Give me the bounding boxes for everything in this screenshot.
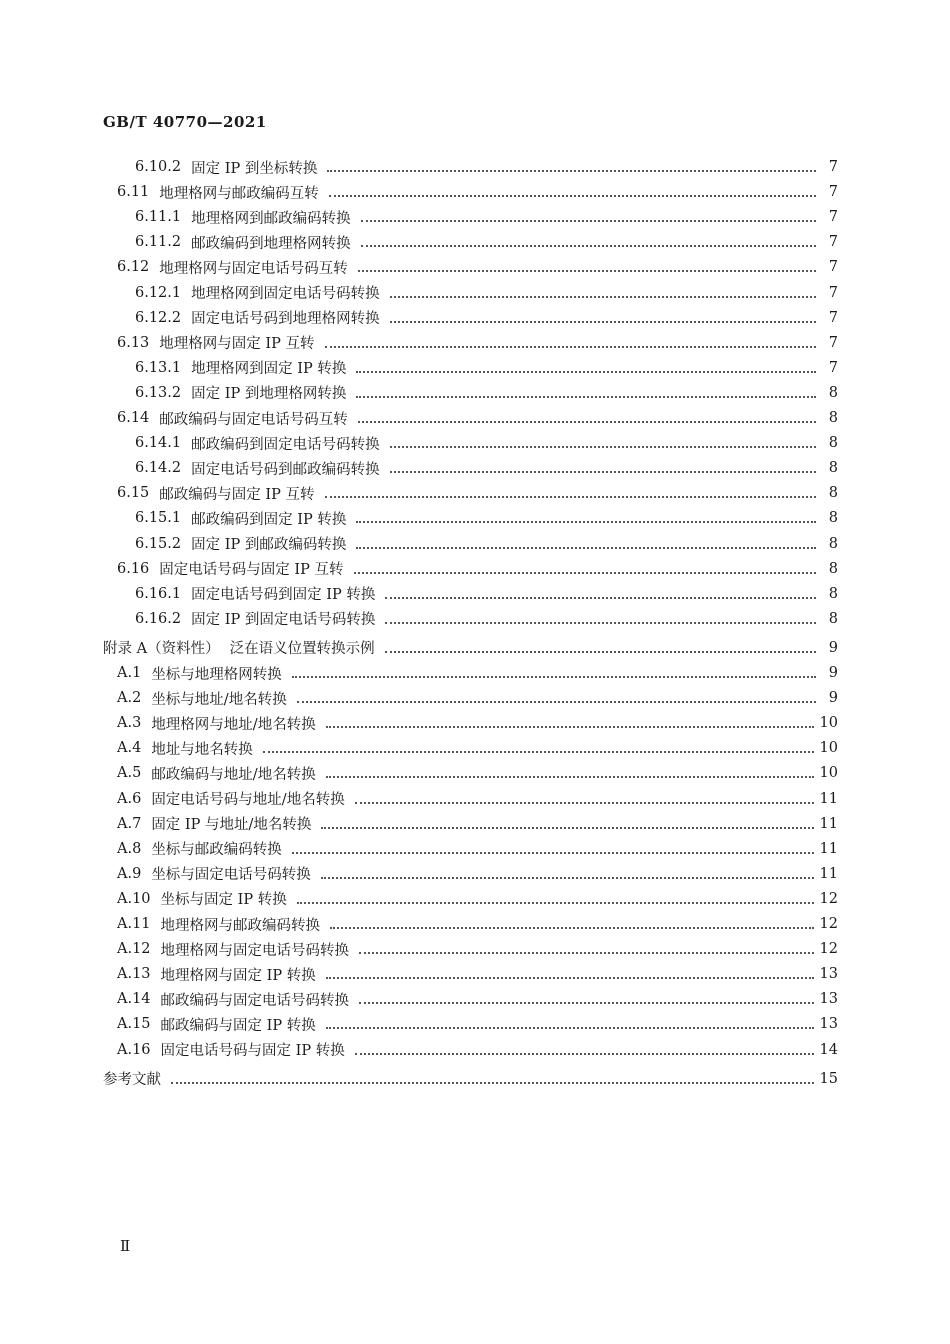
toc-leader-dots — [355, 788, 814, 804]
toc-entry-page: 10 — [819, 715, 838, 732]
toc-entry-title: 邮政编码与固定电话号码转换 — [160, 992, 350, 1009]
toc-entry-title: 地理格网到邮政编码转换 — [191, 210, 351, 227]
toc-leader-dots — [171, 1068, 814, 1084]
toc-entry-number: 6.14 — [117, 410, 150, 426]
toc-entry-number: 6.15 — [117, 485, 150, 502]
toc-entry-page: 13 — [819, 991, 838, 1008]
toc-leader-dots — [297, 888, 814, 904]
toc-entry[interactable] — [135, 506, 838, 530]
toc-entry-page: 8 — [828, 585, 838, 602]
toc-entry-page: 10 — [819, 765, 838, 782]
toc-leader-dots — [385, 583, 816, 599]
toc-leader-dots — [390, 282, 816, 298]
toc-leader-dots — [297, 687, 816, 703]
toc-entry-number: 6.11.2 — [135, 234, 182, 251]
toc-entry-number: A.10 — [117, 890, 151, 907]
toc-entry[interactable] — [117, 736, 838, 760]
toc-leader-dots — [356, 507, 816, 523]
toc-entry[interactable] — [117, 937, 838, 961]
toc-leader-dots — [354, 558, 817, 574]
toc-leader-dots — [355, 1039, 814, 1055]
toc-entry-number: A.4 — [117, 740, 142, 757]
toc-entry[interactable] — [117, 761, 838, 785]
toc-leader-dots — [292, 662, 816, 678]
toc-entry[interactable] — [117, 711, 838, 735]
toc-leader-dots — [326, 762, 814, 778]
toc-entry-title: 固定电话号码到地理格网转换 — [191, 311, 380, 328]
toc-leader-dots — [361, 206, 816, 222]
toc-leader-dots — [326, 712, 814, 728]
toc-entry-number: A.6 — [117, 790, 142, 807]
toc-entry-title: 坐标与固定 IP 转换 — [160, 892, 287, 909]
toc-entry-page: 11 — [819, 815, 838, 832]
toc-leader-dots — [325, 332, 817, 348]
toc-entry-number: 6.10.2 — [135, 159, 182, 175]
toc-entry-number: 6.16.2 — [135, 610, 182, 627]
toc-entry[interactable] — [135, 381, 838, 405]
toc-entry[interactable] — [117, 331, 838, 355]
toc-entry-title: 泛在语义位置转换示例 — [229, 641, 375, 658]
toc-leader-dots — [321, 813, 813, 829]
toc-entry-title: 地理格网与固定电话号码转换 — [160, 942, 350, 959]
toc-entry-page: 13 — [819, 966, 838, 983]
toc-entry-page: 8 — [828, 384, 838, 401]
toc-entry-title: 邮政编码与地址/地名转换 — [151, 766, 316, 783]
toc-leader-dots — [325, 482, 817, 498]
toc-entry[interactable] — [117, 862, 838, 886]
toc-entry-page: 9 — [828, 690, 838, 707]
toc-entry-title: 邮政编码与固定 IP 互转 — [159, 486, 315, 503]
toc-entry-page: 9 — [828, 639, 838, 656]
toc-entry-page: 11 — [819, 865, 838, 882]
toc-entry-number: 附录 A（资料性） — [103, 641, 220, 658]
toc-entry-title: 地理格网与地址/地名转换 — [151, 716, 316, 733]
toc-entry-page: 7 — [828, 234, 838, 251]
toc-entry-title: 固定 IP 到地理格网转换 — [191, 386, 347, 403]
toc-entry-number: A.3 — [117, 715, 142, 732]
toc-entry-number: 6.11.1 — [135, 209, 182, 226]
toc-entry-title: 坐标与邮政编码转换 — [151, 842, 282, 859]
toc-leader-dots — [330, 913, 814, 929]
toc-entry[interactable] — [135, 456, 838, 480]
toc-entry-number: A.8 — [117, 840, 142, 857]
toc-entry[interactable] — [117, 557, 838, 581]
toc-entry-number: A.13 — [117, 966, 151, 983]
toc-entry[interactable] — [117, 180, 838, 204]
toc-entry-page: 15 — [819, 1070, 838, 1087]
toc-entry-page: 8 — [828, 610, 838, 627]
toc-entry-title: 地址与地名转换 — [151, 741, 253, 758]
toc-entry-title: 地理格网与邮政编码转换 — [160, 917, 321, 934]
toc-leader-dots — [356, 533, 816, 549]
toc-entry[interactable] — [135, 155, 838, 179]
toc-leader-dots — [327, 156, 816, 172]
toc-entry-page: 8 — [828, 560, 838, 577]
toc-entry-number: 6.15.2 — [135, 535, 182, 552]
toc-entry-title: 固定电话号码与固定 IP 转换 — [160, 1043, 345, 1059]
toc-entry-title: 邮政编码到固定电话号码转换 — [191, 436, 380, 453]
toc-entry-number: A.2 — [117, 690, 142, 707]
toc-entry-page: 8 — [828, 435, 838, 452]
page-number: Ⅱ — [120, 1237, 131, 1255]
toc-leader-dots — [356, 357, 816, 373]
toc-entry-number: A.12 — [117, 941, 151, 958]
toc-entry[interactable] — [117, 837, 838, 861]
toc-entry-title: 固定 IP 到邮政编码转换 — [191, 537, 347, 553]
toc-entry-title: 地理格网到固定 IP 转换 — [191, 361, 347, 378]
toc-leader-dots — [359, 988, 814, 1004]
toc-entry[interactable] — [117, 787, 838, 811]
toc-entry-number: 6.13.1 — [135, 359, 182, 376]
toc-entry-number: 6.12 — [117, 259, 150, 276]
toc-leader-dots — [326, 963, 814, 979]
toc-entry[interactable] — [117, 962, 838, 986]
toc-entry-title: 固定 IP 到坐标转换 — [191, 160, 318, 177]
toc-entry-page: 8 — [828, 460, 838, 477]
toc-entry-title: 邮政编码与固定 IP 转换 — [160, 1017, 316, 1034]
toc-entry[interactable] — [135, 306, 838, 330]
toc-entry-title: 坐标与地址/地名转换 — [151, 691, 287, 708]
toc-entry[interactable] — [135, 582, 838, 606]
toc-entry-number: A.16 — [117, 1041, 151, 1058]
toc-leader-dots — [361, 231, 816, 247]
toc-entry-title: 地理格网与固定电话号码互转 — [159, 260, 348, 277]
toc-leader-dots — [321, 863, 814, 879]
toc-entry-title: 固定 IP 与地址/地名转换 — [151, 817, 312, 834]
toc-entry-page: 8 — [828, 535, 838, 552]
toc-entry-page: 10 — [819, 740, 838, 757]
toc-entry-number: 6.15.1 — [135, 510, 182, 527]
toc-leader-dots — [359, 938, 814, 954]
toc-leader-dots — [329, 181, 816, 197]
toc-entry-number: 6.12.1 — [135, 284, 182, 301]
toc-entry-number: A.5 — [117, 765, 142, 782]
toc-entry-title: 邮政编码与固定电话号码互转 — [159, 411, 348, 428]
toc-leader-dots — [390, 307, 816, 323]
toc-entry[interactable] — [103, 636, 838, 660]
toc-entry-title: 地理格网与固定 IP 转换 — [160, 967, 316, 984]
toc-entry[interactable] — [117, 912, 838, 936]
toc-entry-number: 6.16 — [117, 560, 150, 577]
toc-entry-title: 固定 IP 到固定电话号码转换 — [191, 612, 376, 629]
toc-entry-page: 13 — [819, 1016, 838, 1033]
toc-entry-number: 6.12.2 — [135, 309, 182, 326]
toc-entry-page: 7 — [828, 159, 838, 175]
toc-entry[interactable] — [117, 481, 838, 505]
toc-entry-page: 7 — [828, 259, 838, 276]
toc-entry-title: 坐标与地理格网转换 — [151, 666, 282, 683]
toc-entry[interactable] — [135, 431, 838, 455]
toc-entry-page: 8 — [828, 410, 838, 426]
toc-entry-page: 11 — [819, 790, 838, 807]
toc-entry-number: A.7 — [117, 815, 142, 832]
toc-entry-title: 坐标与固定电话号码转换 — [151, 867, 311, 884]
toc-entry-number: 6.14.1 — [135, 435, 182, 452]
toc-entry-page: 7 — [828, 309, 838, 326]
toc-leader-dots — [358, 256, 816, 272]
toc-entry[interactable] — [135, 281, 838, 305]
toc-entry-number: 6.16.1 — [135, 585, 182, 602]
standard-code: GB/T 40770—2021 — [103, 113, 267, 131]
toc-entry-number: A.9 — [117, 865, 142, 882]
toc-entry-number: A.11 — [117, 916, 151, 932]
toc-entry[interactable] — [117, 1012, 838, 1036]
toc-entry[interactable] — [117, 661, 838, 685]
toc-entry[interactable] — [117, 255, 838, 279]
toc-leader-dots — [385, 608, 816, 624]
toc-entry-title: 参考文献 — [103, 1072, 161, 1089]
toc-entry-page: 7 — [828, 334, 838, 351]
toc-entry-page: 12 — [819, 890, 838, 907]
toc-leader-dots — [326, 1013, 814, 1029]
toc-entry-title: 邮政编码到地理格网转换 — [191, 235, 351, 252]
toc-entry-page: 7 — [828, 209, 838, 226]
toc-entry-page: 7 — [828, 184, 838, 201]
toc-entry-page: 12 — [819, 916, 838, 932]
toc-entry-page: 14 — [819, 1041, 838, 1058]
toc-entry[interactable] — [117, 406, 838, 430]
toc-entry[interactable] — [135, 607, 838, 631]
toc-entry-number: A.14 — [117, 991, 151, 1008]
toc-entry-page: 7 — [828, 284, 838, 301]
toc-entry-page: 12 — [819, 941, 838, 958]
toc-entry[interactable] — [135, 532, 838, 556]
toc-entry-page: 8 — [828, 510, 838, 527]
toc-entry[interactable] — [135, 205, 838, 229]
toc-leader-dots — [385, 637, 816, 653]
toc-leader-dots — [292, 838, 814, 854]
toc-leader-dots — [390, 432, 816, 448]
toc-entry[interactable] — [117, 812, 838, 836]
toc-entry-number: 6.11 — [117, 184, 150, 201]
toc-entry-number: 6.13 — [117, 334, 150, 351]
toc-entry-title: 固定电话号码与固定 IP 互转 — [159, 562, 344, 579]
toc-entry-number: 6.14.2 — [135, 460, 182, 477]
toc-entry-number: 6.13.2 — [135, 384, 182, 401]
toc-entry-title: 固定电话号码与地址/地名转换 — [151, 792, 345, 808]
toc-entry-title: 固定电话号码到邮政编码转换 — [191, 461, 380, 478]
toc-entry[interactable] — [117, 887, 838, 911]
toc-entry[interactable] — [117, 1038, 838, 1062]
toc-leader-dots — [356, 382, 816, 398]
toc-entry-title: 邮政编码到固定 IP 转换 — [191, 511, 347, 528]
toc-entry[interactable] — [135, 356, 838, 380]
toc-entry[interactable] — [103, 1067, 838, 1091]
toc-entry-title: 地理格网与邮政编码互转 — [159, 185, 319, 202]
toc-leader-dots — [358, 407, 816, 423]
toc-entry-page: 11 — [819, 840, 838, 857]
toc-entry-page: 7 — [828, 359, 838, 376]
toc-entry-number: A.1 — [117, 665, 142, 681]
toc-entry-page: 8 — [828, 485, 838, 502]
toc-entry-title: 地理格网到固定电话号码转换 — [191, 286, 380, 302]
toc-leader-dots — [263, 737, 814, 753]
toc-entry[interactable] — [135, 230, 838, 254]
toc-entry[interactable] — [117, 987, 838, 1011]
toc-entry-number: A.15 — [117, 1016, 151, 1033]
toc-entry[interactable] — [117, 686, 838, 710]
toc-entry-page: 9 — [828, 665, 838, 681]
toc-entry-title: 地理格网与固定 IP 互转 — [159, 336, 315, 353]
toc-leader-dots — [390, 457, 816, 473]
toc-entry-title: 固定电话号码到固定 IP 转换 — [191, 587, 376, 604]
